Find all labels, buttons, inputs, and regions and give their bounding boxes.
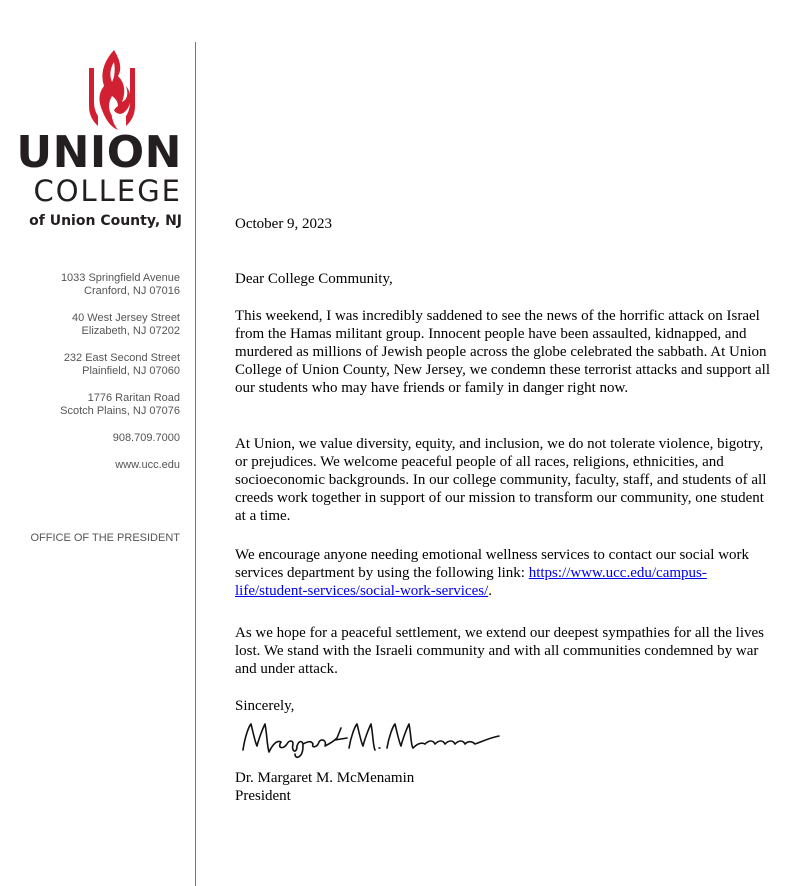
website: www.ucc.edu [115, 459, 180, 471]
letter-salutation: Dear College Community, [235, 271, 393, 287]
logo-wordmark-college: COLLEGE [33, 174, 182, 208]
logo-wordmark-union: UNION [16, 127, 182, 178]
letter-paragraph-3 [235, 546, 775, 600]
letter-closing: Sincerely, [235, 698, 295, 714]
address-line: 40 West Jersey Street [71, 312, 180, 324]
letter-paragraph-1: This weekend, I was incredibly saddened to see the news of the horrific attack on Israel from the Hamas militant group. Innocent people have been assaulted, kidnapped, and murdered as millions of Jewish people across the globe celebrated the sabbath. At Union College of Union County, New Jersey, we condemn these terrorist attacks and support all our students who may have friends or family in danger right now. [235, 308, 771, 396]
address-line: 1033 Springfield Avenue [60, 272, 180, 284]
logo-wordmark-county: of Union County, NJ [29, 213, 182, 229]
letterhead-divider [195, 42, 196, 886]
address-cranford [61, 272, 180, 298]
address-elizabeth [72, 312, 180, 338]
address-line: 232 East Second Street [63, 352, 180, 364]
phone-number: 908.709.7000 [112, 432, 180, 444]
address-line: Cranford, NJ 07016 [84, 285, 180, 297]
handwritten-signature [237, 718, 507, 760]
signer-title: President [235, 788, 291, 804]
social-work-services-link[interactable]: https://www.ucc.edu/campus-life/student-services/social-work-services/ [235, 565, 707, 599]
address-line: Scotch Plains, NJ 07076 [60, 405, 180, 417]
signer-name: Dr. Margaret M. McMenamin [235, 770, 415, 786]
letter-paragraph-2: At Union, we value diversity, equity, and inclusion, we do not tolerate violence, bigotry, or prejudices. We welcome peaceful people of all races, religions, ethnicities, and socioeconomic backgrounds. In our college community, faculty, staff, and students of all creeds work together in support of our mission to transform our community, one student at a time. [235, 436, 767, 524]
address-line: 1776 Raritan Road [87, 392, 180, 404]
letter-date: October 9, 2023 [235, 216, 333, 232]
paragraph-3-text: We encourage anyone needing emotional wellness services to contact our social work services department by using the following link: [235, 547, 750, 581]
letterhead-sidebar [0, 0, 196, 886]
college-flame-logo-icon [84, 46, 140, 134]
address-scotch-plains [60, 392, 180, 418]
address-line: Plainfield, NJ 07060 [82, 365, 180, 377]
letter-paragraph-4: As we hope for a peaceful settlement, we extend our deepest sympathies for all the lives lost. We stand with the Israeli community and with all communities condemned by war and under attack. [235, 625, 764, 677]
paragraph-3-end: . [488, 583, 492, 599]
address-line: Elizabeth, NJ 07202 [81, 325, 180, 337]
office-label: OFFICE OF THE PRESIDENT [30, 532, 180, 544]
address-plainfield [64, 352, 180, 378]
